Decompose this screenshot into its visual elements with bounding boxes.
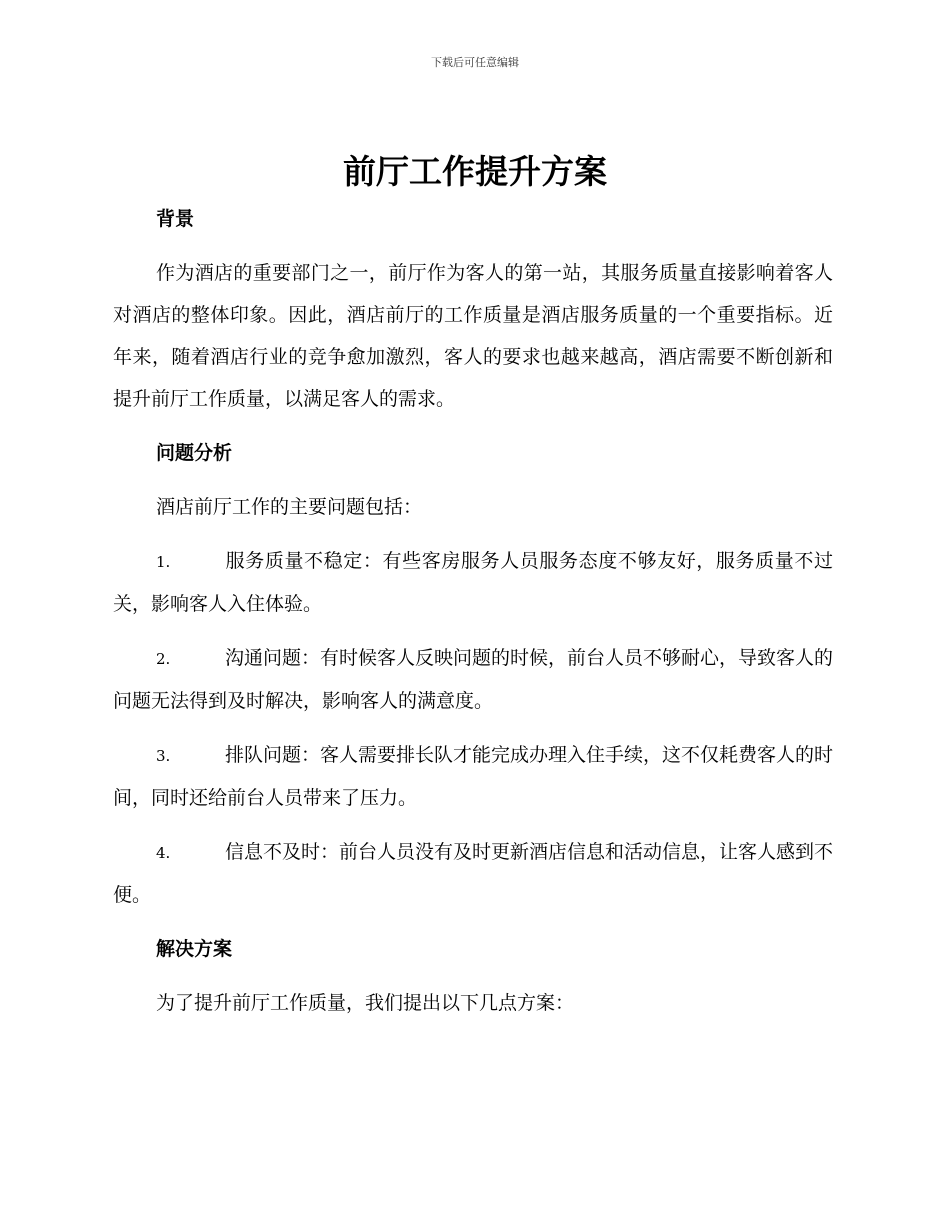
document-title: 前厅工作提升方案 — [343, 152, 607, 191]
solution-intro: 为了提升前厅工作质量，我们提出以下几点方案： — [156, 992, 575, 1014]
list-item — [113, 540, 833, 625]
background-paragraph: 作为酒店的重要部门之一，前厅作为客人的第一站，其服务质量直接影响着客人对酒店的整体印象。因此，酒店前厅的工作质量是酒店服务质量的一个重要指标。近年来，随着酒店行业的竞争愈加激烈，客人的要求也越来越高，酒店需要不断创新和提升前厅工作质量，以满足客人的需求。 — [113, 262, 833, 410]
document-body — [113, 198, 833, 1036]
list-item-text: 沟通问题：有时候客人反映问题的时候，前台人员不够耐心，导致客人的问题无法得到及时解决，影响客人的满意度。 — [113, 647, 834, 712]
list-item — [113, 831, 833, 916]
list-item-text: 服务质量不稳定：有些客房服务人员服务态度不够友好，服务质量不过关，影响客人入住体验。 — [113, 550, 833, 615]
list-item — [113, 637, 833, 722]
list-item-text: 信息不及时：前台人员没有及时更新酒店信息和活动信息，让客人感到不便。 — [113, 841, 834, 906]
list-item-text: 排队问题：客人需要排长队才能完成办理入住手续，这不仅耗费客人的时间，同时还给前台人员带来了压力。 — [113, 744, 834, 809]
list-item-number: 3. — [156, 747, 171, 765]
page-header-note: 下载后可任意编辑 — [431, 56, 519, 69]
section-heading-solution: 解决方案 — [156, 938, 233, 960]
list-item — [113, 734, 833, 819]
list-item-number: 2. — [156, 650, 171, 668]
section-heading-background: 背景 — [156, 208, 195, 230]
list-item-number: 4. — [156, 844, 171, 862]
section-heading-analysis: 问题分析 — [156, 442, 233, 464]
list-item-number: 1. — [156, 553, 171, 571]
analysis-intro: 酒店前厅工作的主要问题包括： — [156, 496, 423, 518]
